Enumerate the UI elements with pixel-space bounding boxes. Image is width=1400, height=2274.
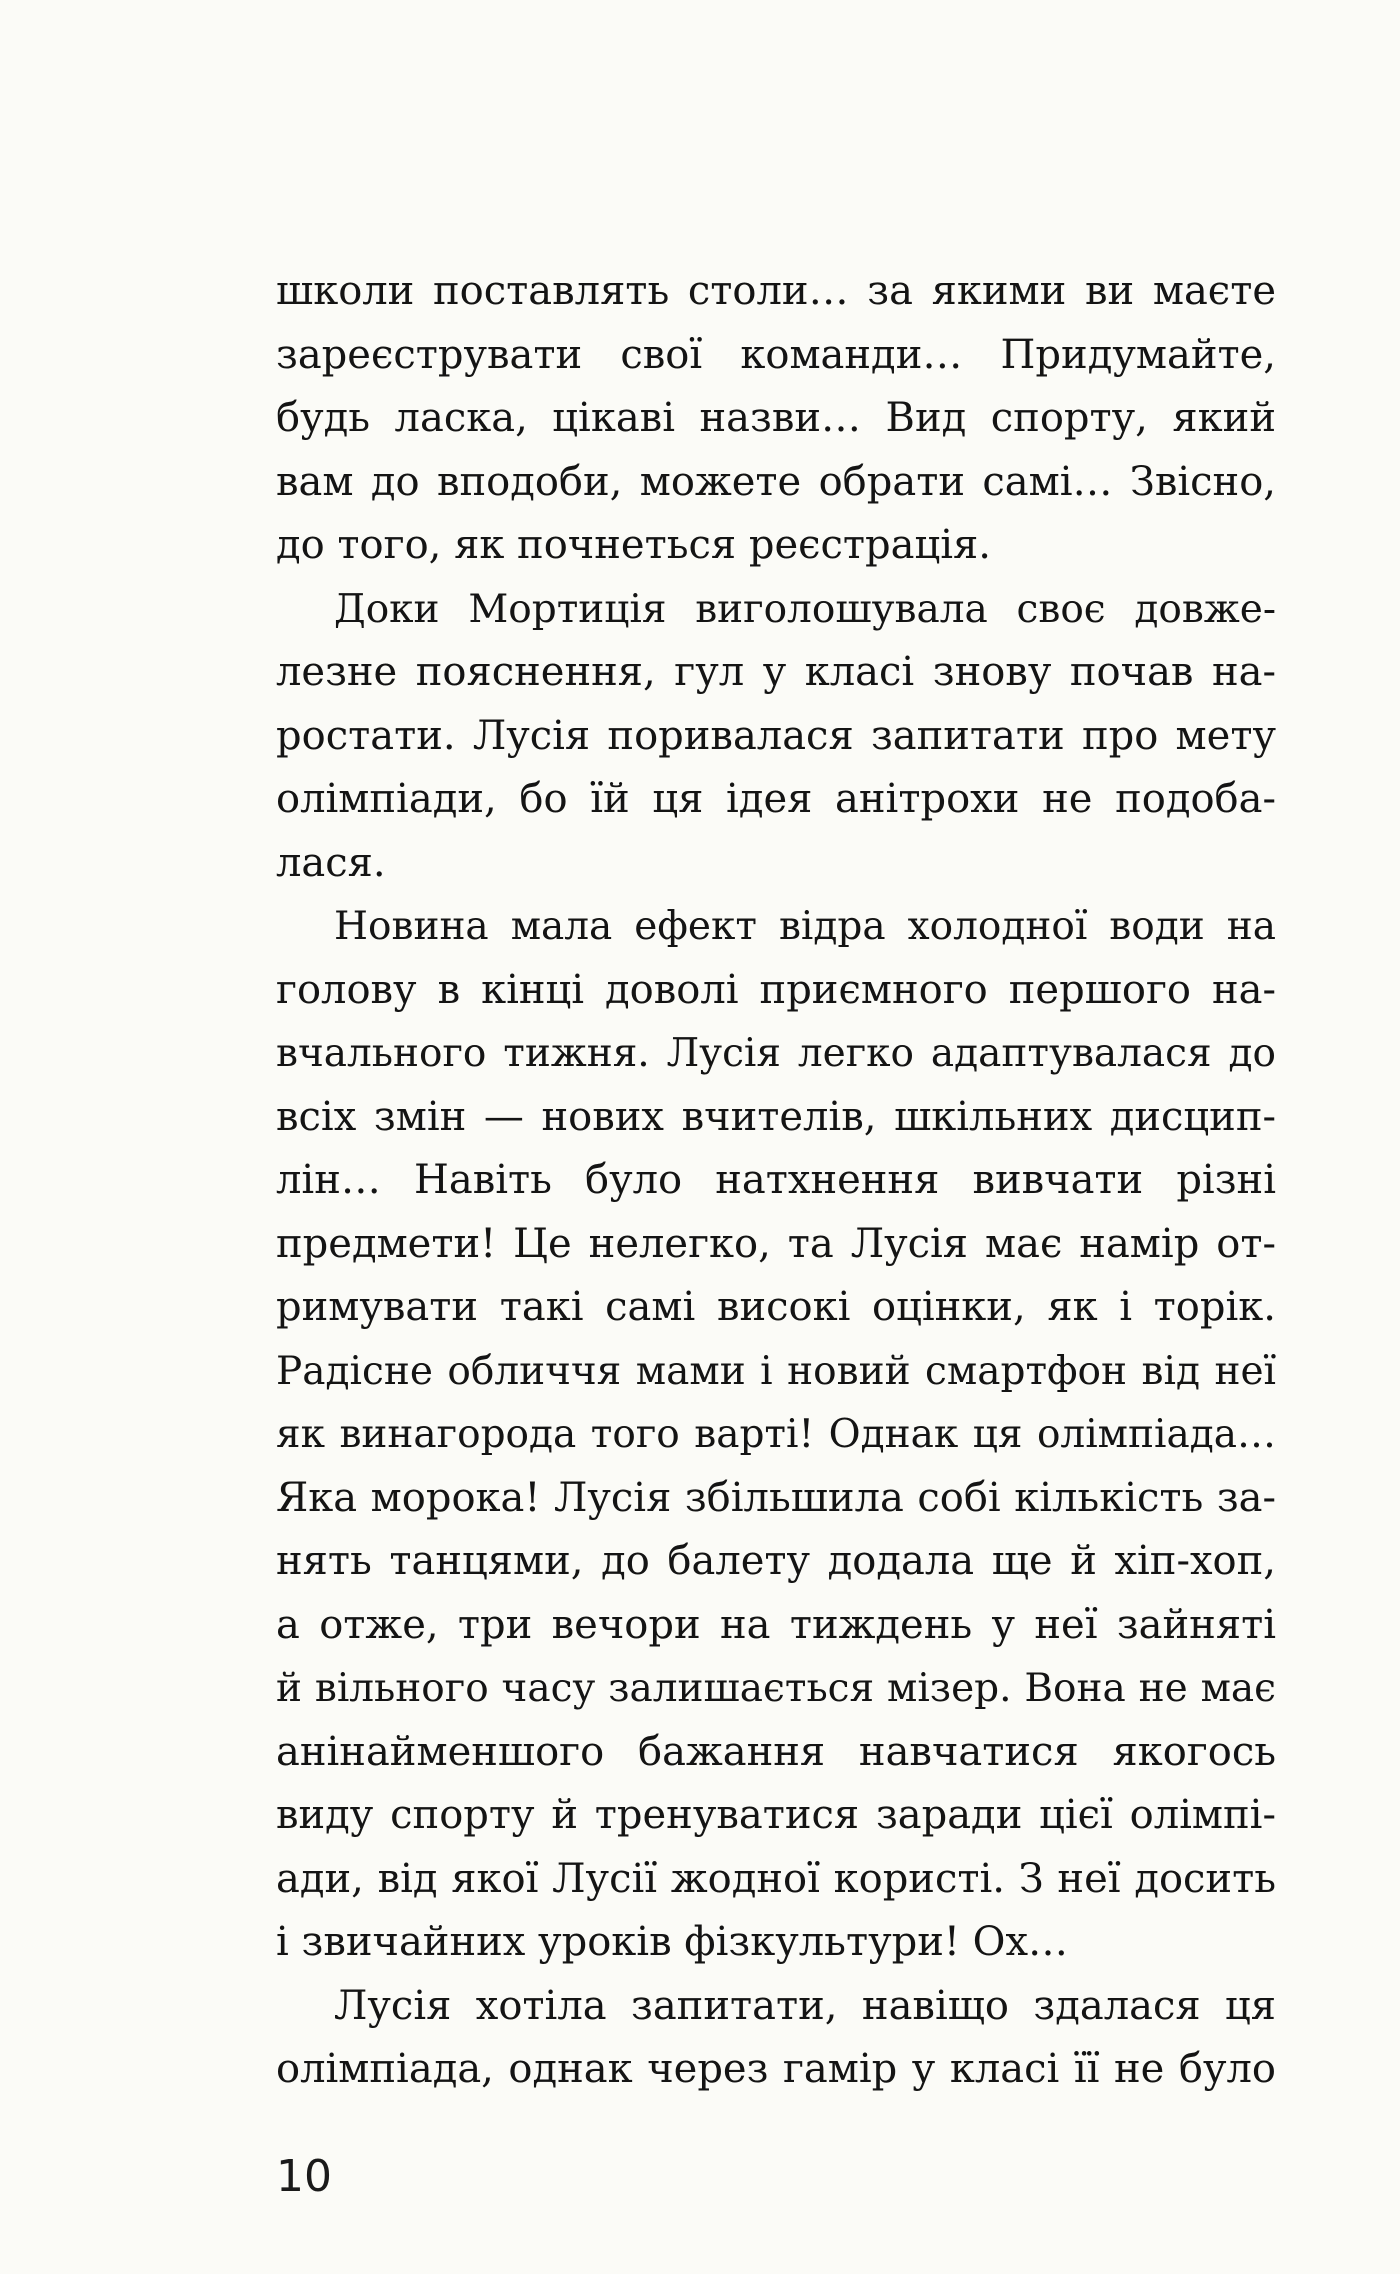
text-line: будь ласка, цікаві назви… Вид спорту, який — [276, 395, 1276, 441]
text-line: вам до вподоби, можете обрати самі… Звісно, — [276, 458, 1276, 505]
text-line: Лусія хотіла запитати, навіщо здалася ця — [334, 1982, 1276, 2029]
text-line: олімпіада, однак через гамір у класі її не було — [276, 2046, 1276, 2092]
text-line: й вільного часу залишається мізер. Вона не має — [276, 1666, 1276, 1711]
text-line: Радісне обличчя мами і новий смартфон від неї — [276, 1348, 1276, 1394]
body-text — [276, 260, 1276, 2102]
text-line: як винагорода того варті! Однак ця олімпіада… — [276, 1412, 1276, 1457]
text-line: ростати. Лусія поривалася запитати про мету — [276, 712, 1276, 759]
text-line: виду спорту й тренуватися заради цієї олімпі- — [276, 1792, 1276, 1838]
text-line: ади, від якої Лусії жодної користі. З неї досить — [276, 1855, 1276, 1902]
text-line: Новина мала ефект відра холодної води на — [334, 904, 1276, 949]
text-line: римувати такі самі високі оцінки, як і торік. — [276, 1284, 1276, 1330]
text-line: голову в кінці доволі приємного першого на- — [276, 966, 1276, 1013]
text-line: нять танцями, до балету додала ще й хіп-хоп, — [276, 1538, 1276, 1584]
text-line: Доки Мортиція виголошувала своє довже- — [334, 586, 1276, 632]
text-line: предмети! Це нелегко, та Лусія має намір от- — [276, 1220, 1276, 1267]
text-line: вчального тижня. Лусія легко адаптувалася до — [276, 1031, 1276, 1076]
text-line: зареєструвати свої команди… Придумайте, — [276, 331, 1276, 378]
page-number: 10 — [276, 2151, 332, 2202]
text-line: анінайменшого бажання навчатися якогось — [276, 1728, 1276, 1775]
text-line: лезне пояснення, гул у класі знову почав на- — [276, 649, 1276, 695]
text-line: до того, як почнеться реєстрація. — [276, 522, 991, 568]
text-line: всіх змін — нових вчителів, шкільних дисцип- — [276, 1093, 1276, 1140]
text-line: лася. — [276, 839, 386, 886]
text-line: школи поставлять столи… за якими ви маєте — [276, 268, 1276, 314]
text-line: лін… Навіть було натхнення вивчати різні — [276, 1157, 1276, 1203]
text-line: Яка морока! Лусія збільшила собі кількість за- — [276, 1474, 1276, 1521]
text-line: а отже, три вечори на тиждень у неї зайняті — [276, 1601, 1276, 1648]
text-line: і звичайних уроків фізкультури! Ох… — [276, 1919, 1069, 1965]
text-line: олімпіади, бо їй ця ідея анітрохи не подоба- — [276, 776, 1276, 822]
